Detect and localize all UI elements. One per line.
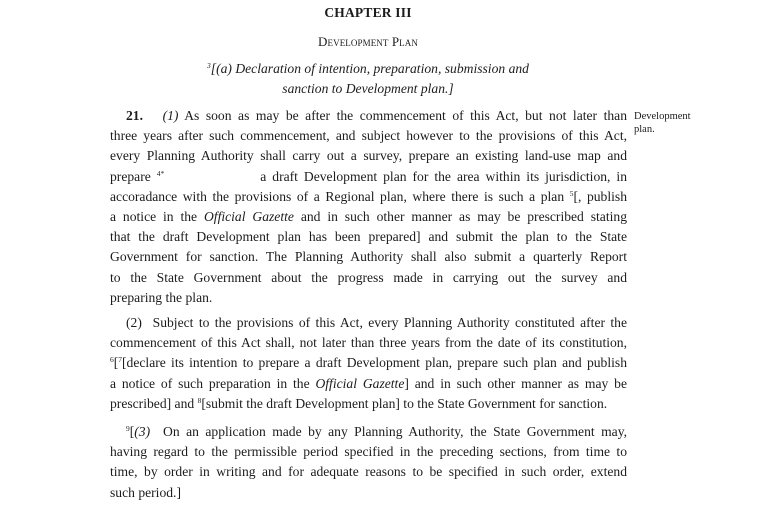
subsection-2 — [110, 313, 627, 414]
footnote-ref: 5 — [569, 188, 574, 198]
paragraph-line: a notice of such preparation in the Official Gazette] and in such other manner as may be — [110, 375, 627, 391]
paragraph-line: that the draft Development plan has been prepared] and submit the plan to the State — [110, 229, 627, 245]
subsection-3 — [110, 422, 627, 503]
subsection-1 — [110, 106, 627, 308]
paragraph-line: accoradance with the provisions of a Regional plan, where there is such a plan $^5$[, publish — [110, 188, 627, 204]
marginal-note: Development plan. — [634, 111, 691, 135]
part-title: Development Plan — [318, 34, 418, 49]
paragraph-line: having regard to the permissible period specified in the preceding sections, from time to — [110, 444, 627, 460]
paragraph-line: to the State Government about the progress made in carrying out the survey and — [110, 269, 627, 285]
section-heading-line-2: sanction to Development plan.] — [282, 81, 454, 96]
paragraph-line: $^9$[(3) On an application made by any Planning Authority, the State Government may, — [126, 424, 628, 439]
section-heading — [110, 59, 626, 99]
subsection-label: (3) — [134, 424, 151, 439]
paragraph-line: time, by order in writing and for adequate reasons to be specified in such order, extend — [110, 464, 627, 480]
paragraph-line: $^6$[$^7$[declare its intention to prepare a draft Development plan, prepare such plan and publish — [110, 355, 627, 371]
paragraph-line: preparing the plan. — [110, 289, 213, 305]
paragraph-line: 21. (1) As soon as may be after the commencement of this Act, but not later than — [126, 108, 627, 123]
paragraph-line: prepare $^{4*}$ a draft Development plan for the area within its jurisdiction, in — [110, 168, 627, 184]
subsection-label: (2) — [126, 315, 142, 330]
paragraph-line: commencement of this Act shall, not later than three years from the date of its constitution, — [110, 335, 627, 351]
footnote-ref: 6 — [110, 355, 114, 365]
footnote-ref: 4* — [156, 168, 165, 178]
chapter-title: CHAPTER III — [324, 5, 412, 20]
paragraph-line: such period.] — [110, 484, 181, 500]
footnote-ref: 9 — [126, 424, 130, 433]
paragraph-line: Government for sanction. The Planning Authority shall also submit a quarterly Report — [110, 249, 627, 265]
footnote-ref: 8 — [197, 395, 202, 405]
footnote-ref: 7 — [118, 355, 123, 365]
footnote-ref: 3 — [207, 61, 211, 70]
paragraph-line: a notice in the Official Gazette and in such other manner as may be prescribed stating — [110, 209, 627, 225]
subsection-label: (1) — [162, 108, 179, 123]
section-heading-line-1: $^3$[(a) Declaration of intention, preparation, submission and — [207, 61, 529, 76]
section-number: 21. — [126, 108, 143, 123]
paragraph-line: every Planning Authority shall carry out a survey, prepare an existing land-use map and — [110, 148, 627, 164]
paragraph-line: three years after such commencement, and subject however to the provisions of this Act, — [110, 128, 627, 144]
paragraph-line: (2) Subject to the provisions of this Act, every Planning Authority constituted after the — [126, 315, 628, 330]
paragraph-line: prescribed] and $^8$[submit the draft Development plan] to the State Government for sanction. — [110, 395, 608, 411]
